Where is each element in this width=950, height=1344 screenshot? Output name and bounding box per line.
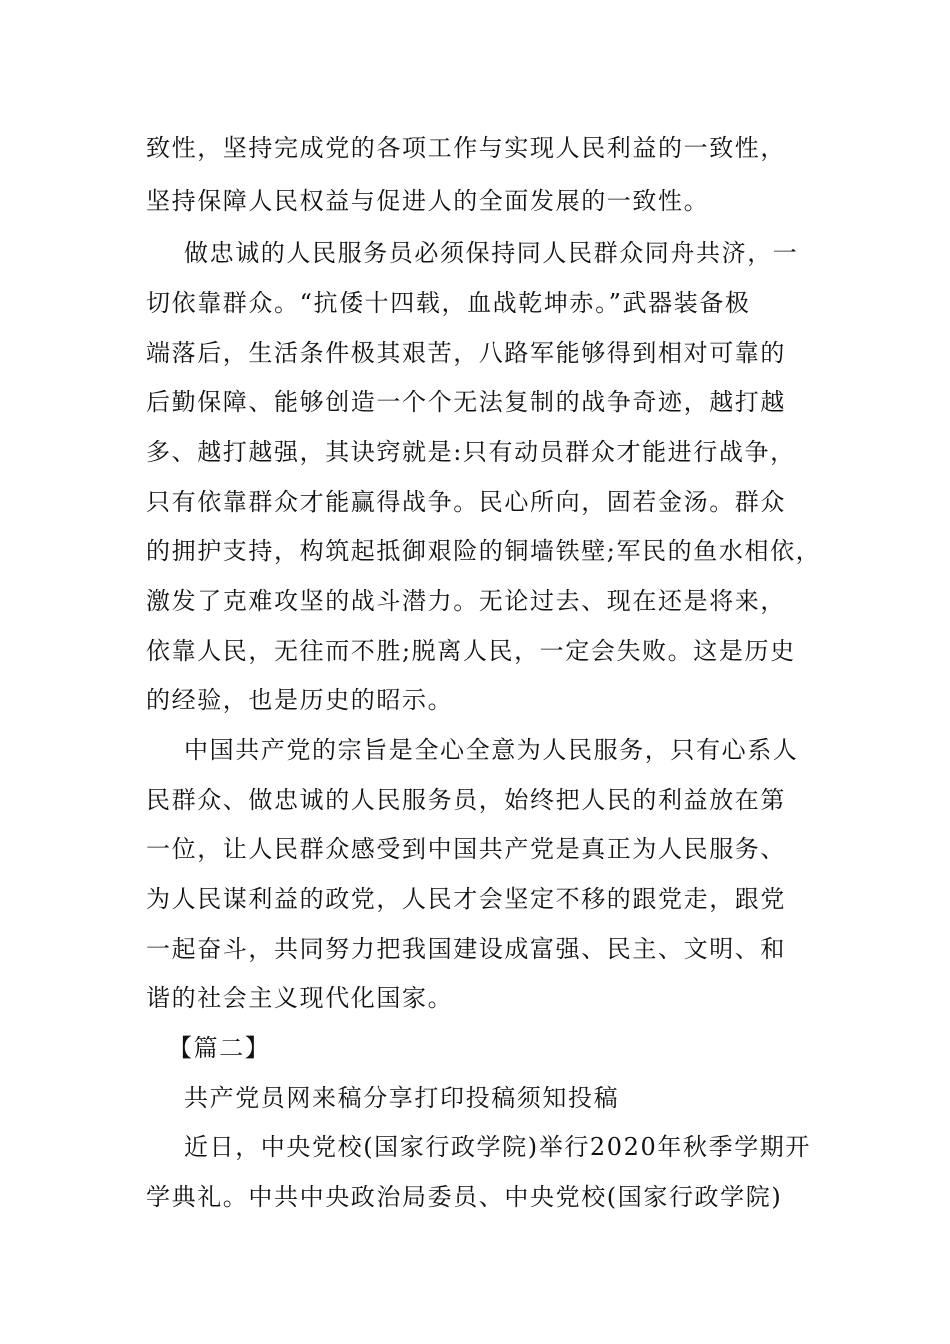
text-line: 激发了克难攻坚的战斗潜力。无论过去、现在还是将来，: [146, 587, 786, 615]
text-line: 只有依靠群众才能赢得战争。民心所向，固若金汤。群众: [146, 488, 786, 516]
text-line: 谐的社会主义现代化国家。: [146, 984, 454, 1012]
text-line: 多、越打越强，其诀窍就是:只有动员群众才能进行战争，: [146, 438, 796, 466]
text-line: 端落后，生活条件极其艰苦，八路军能够得到相对可靠的: [146, 339, 786, 367]
section-heading: 【篇二】: [168, 1034, 271, 1062]
paragraph-start-line: 做忠诚的人民服务员必须保持同人民群众同舟共济，一: [184, 239, 799, 267]
text-line: 依靠人民，无往而不胜;脱离人民，一定会失败。这是历史: [146, 637, 796, 665]
text-line: 民群众、做忠诚的人民服务员，始终把人民的利益放在第: [146, 786, 786, 814]
text-line: 切依靠群众。“抗倭十四载，血战乾坤赤。”武器装备极: [146, 289, 751, 317]
paragraph-start-line: 中国共产党的宗旨是全心全意为人民服务，只有心系人: [184, 736, 799, 764]
text-line: 的经验，也是历史的昭示。: [146, 686, 454, 714]
text-line: 坚持保障人民权益与促进人的全面发展的一致性。: [146, 187, 710, 215]
text-line: 后勤保障、能够创造一个个无法复制的战争奇迹，越打越: [146, 388, 786, 416]
paragraph-start-line: 近日，中央党校(国家行政学院)举行2020年秋季学期开: [184, 1133, 812, 1161]
article-title-line: 共产党员网来稿分享打印投稿须知投稿: [184, 1084, 620, 1112]
text-line: 为人民谋利益的政党，人民才会坚定不移的跟党走，跟党: [146, 885, 786, 913]
text-line: 学典礼。中共中央政治局委员、中央党校(国家行政学院): [146, 1183, 783, 1211]
text-line: 一起奋斗，共同努力把我国建设成富强、民主、文明、和: [146, 935, 786, 963]
text-line: 致性，坚持完成党的各项工作与实现人民利益的一致性，: [146, 134, 786, 162]
text-line: 一位，让人民群众感受到中国共产党是真正为人民服务、: [146, 835, 786, 863]
text-line: 的拥护支持，构筑起抵御艰险的铜墙铁壁;军民的鱼水相依，: [146, 537, 822, 565]
